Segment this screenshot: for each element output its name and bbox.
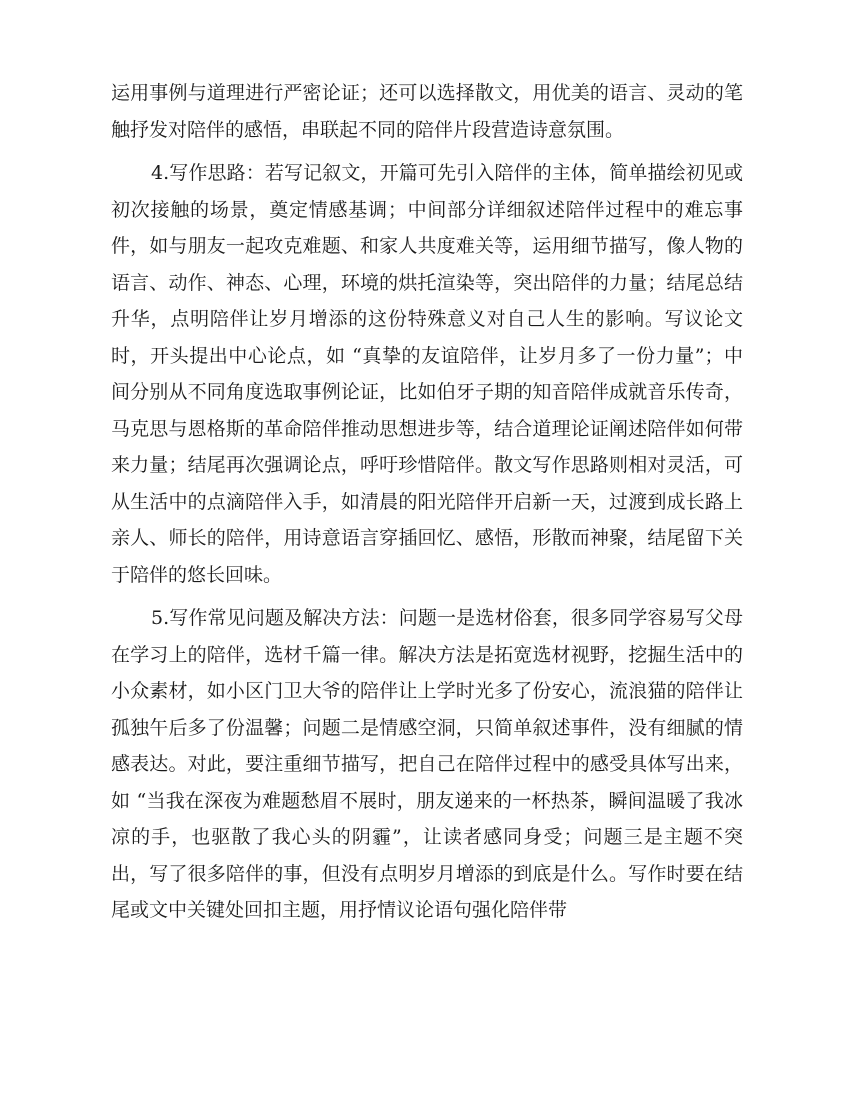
document-page	[111, 75, 743, 936]
paragraph-continuation: 运用事例与道理进行严密论证；还可以选择散文，用优美的语言、灵动的笔触抒发对陪伴的感悟，串联起不同的陪伴片段营造诗意氛围。	[111, 82, 743, 141]
paragraph-common-problems: 5.写作常见问题及解决方法：问题一是选材俗套，很多同学容易写父母在学习上的陪伴，选材千篇一律。解决方法是拓宽选材视野，挖掘生活中的小众素材，如小区门卫大爷的陪伴让上学时光多了份安心，流浪猫的陪伴让孤独午后多了份温馨；问题二是情感空洞，只简单叙述事件，没有细腻的情感表达。对此，要注重细节描写，把自己在陪伴过程中的感受具体写出来，如 “当我在深夜为难题愁眉不展时，朋友递来的一杯热茶，瞬间温暖了我冰凉的手，也驱散了我心头的阴霾”，让读者感同身受；问题三是主题不突出，写了很多陪伴的事，但没有点明岁月增添的到底是什么。写作时要在结尾或文中关键处回扣主题，用抒情议论语句强化陪伴带	[111, 607, 743, 921]
paragraph-writing-ideas: 4.写作思路：若写记叙文，开篇可先引入陪伴的主体，简单描绘初见或初次接触的场景，奠定情感基调；中间部分详细叙述陪伴过程中的难忘事件，如与朋友一起攻克难题、和家人共度难关等，运用细节描写，像人物的语言、动作、神态、心理，环境的烘托渲染等，突出陪伴的力量；结尾总结升华，点明陪伴让岁月增添的这份特殊意义对自己人生的影响。写议论文时，开头提出中心论点，如 “真挚的友谊陪伴，让岁月多了一份力量”；中间分别从不同角度选取事例论证，比如伯牙子期的知音陪伴成就音乐传奇，马克思与恩格斯的革命陪伴推动思想进步等，结合道理论证阐述陪伴如何带来力量；结尾再次强调论点，呼吁珍惜陪伴。散文写作思路则相对灵活，可从生活中的点滴陪伴入手，如清晨的阳光陪伴开启新一天，过渡到成长路上亲人、师长的陪伴，用诗意语言穿插回忆、感悟，形散而神聚，结尾留下关于陪伴的悠长回味。	[111, 162, 743, 586]
